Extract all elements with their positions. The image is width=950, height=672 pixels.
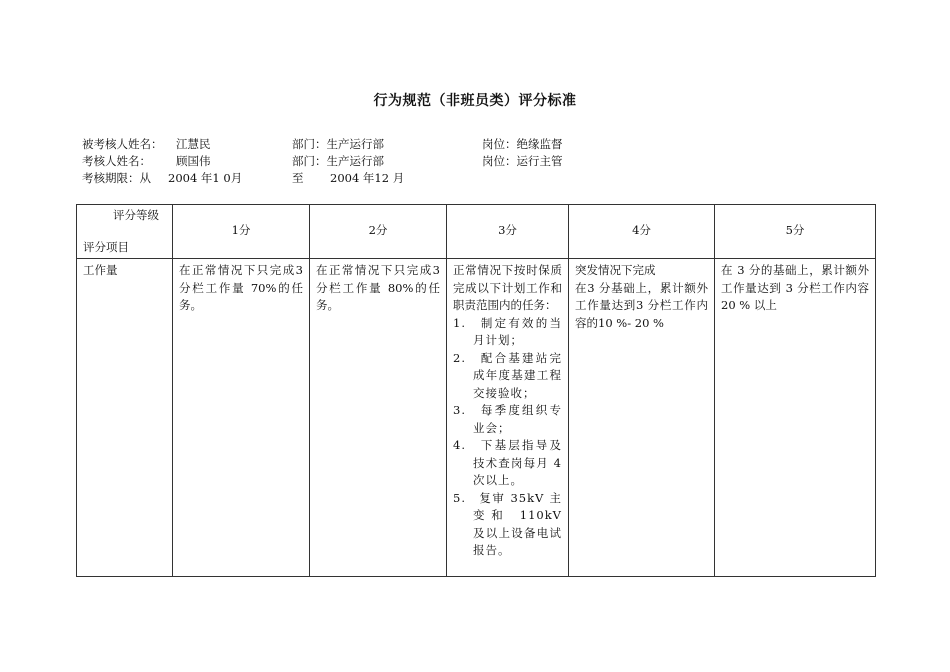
header-score-5: 5分 bbox=[715, 205, 876, 259]
score-4-line-2: 在3 分基础上，累计额外工作量达到3 分栏工作内容的10 %- 20 % bbox=[575, 280, 708, 330]
list-item: 2. 配合基建站完成年度基建工程交接验收； bbox=[453, 350, 562, 400]
header-corner-cell bbox=[77, 205, 173, 259]
scoring-table bbox=[76, 204, 881, 577]
assessee-name-value: 江慧民 bbox=[176, 137, 211, 151]
list-item: 1. 制定有效的当月计划； bbox=[453, 315, 562, 347]
item-workload: 工作量 bbox=[77, 259, 173, 577]
assessor-dept: 部门：生产运行部 bbox=[292, 154, 384, 168]
period-from: 2004 年1 0月 bbox=[168, 171, 243, 185]
header-score-2: 2分 bbox=[310, 205, 447, 259]
score-4-line-1: 突发情况下完成 bbox=[575, 263, 656, 277]
assessor-post: 岗位：运行主管 bbox=[482, 154, 563, 168]
period-to: 2004 年12 月 bbox=[330, 171, 405, 185]
table-row bbox=[77, 259, 876, 577]
period-to-label: 至 bbox=[292, 171, 304, 185]
document-title: 行为规范（非班员类）评分标准 bbox=[373, 93, 577, 109]
score-3-cell bbox=[447, 259, 569, 577]
period-label: 考核期限：从 bbox=[82, 171, 151, 185]
score-3-intro: 正常情况下按时保质完成以下计划工作和职责范围内的任务： bbox=[453, 263, 562, 312]
header-score-3: 3分 bbox=[447, 205, 569, 259]
corner-item-label: 评分项目 bbox=[83, 239, 129, 254]
assessor-name-label: 考核人姓名： bbox=[82, 154, 151, 168]
header-row bbox=[77, 205, 876, 259]
score-3-task-list bbox=[453, 315, 562, 560]
score-5-cell: 在 3 分的基础上，累计额外工作量达到 3 分栏工作内容 20 % 以上 bbox=[715, 259, 876, 577]
list-item: 4. 下基层指导及技术查岗每月 4 次以上。 bbox=[453, 438, 562, 487]
assessor-name-value: 顾国伟 bbox=[176, 154, 211, 168]
header-score-1: 1分 bbox=[173, 205, 310, 259]
assessee-name-label: 被考核人姓名： bbox=[82, 137, 163, 151]
corner-level-label: 评分等级 bbox=[113, 208, 159, 222]
list-item: 5. 复审 35kV 主变和 110kV 及以上设备电试报告。 bbox=[453, 490, 562, 557]
score-1-cell: 在正常情况下只完成3 分栏工作量 70%的任务。 bbox=[173, 259, 310, 577]
score-4-cell bbox=[569, 259, 715, 577]
list-item: 3. 每季度组织专业会； bbox=[453, 403, 562, 435]
header-score-4: 4分 bbox=[569, 205, 715, 259]
assessee-post: 岗位：绝缘监督 bbox=[482, 137, 563, 151]
assessee-dept: 部门：生产运行部 bbox=[292, 137, 384, 151]
score-2-cell: 在正常情况下只完成3 分栏工作量 80%的任务。 bbox=[310, 259, 447, 577]
